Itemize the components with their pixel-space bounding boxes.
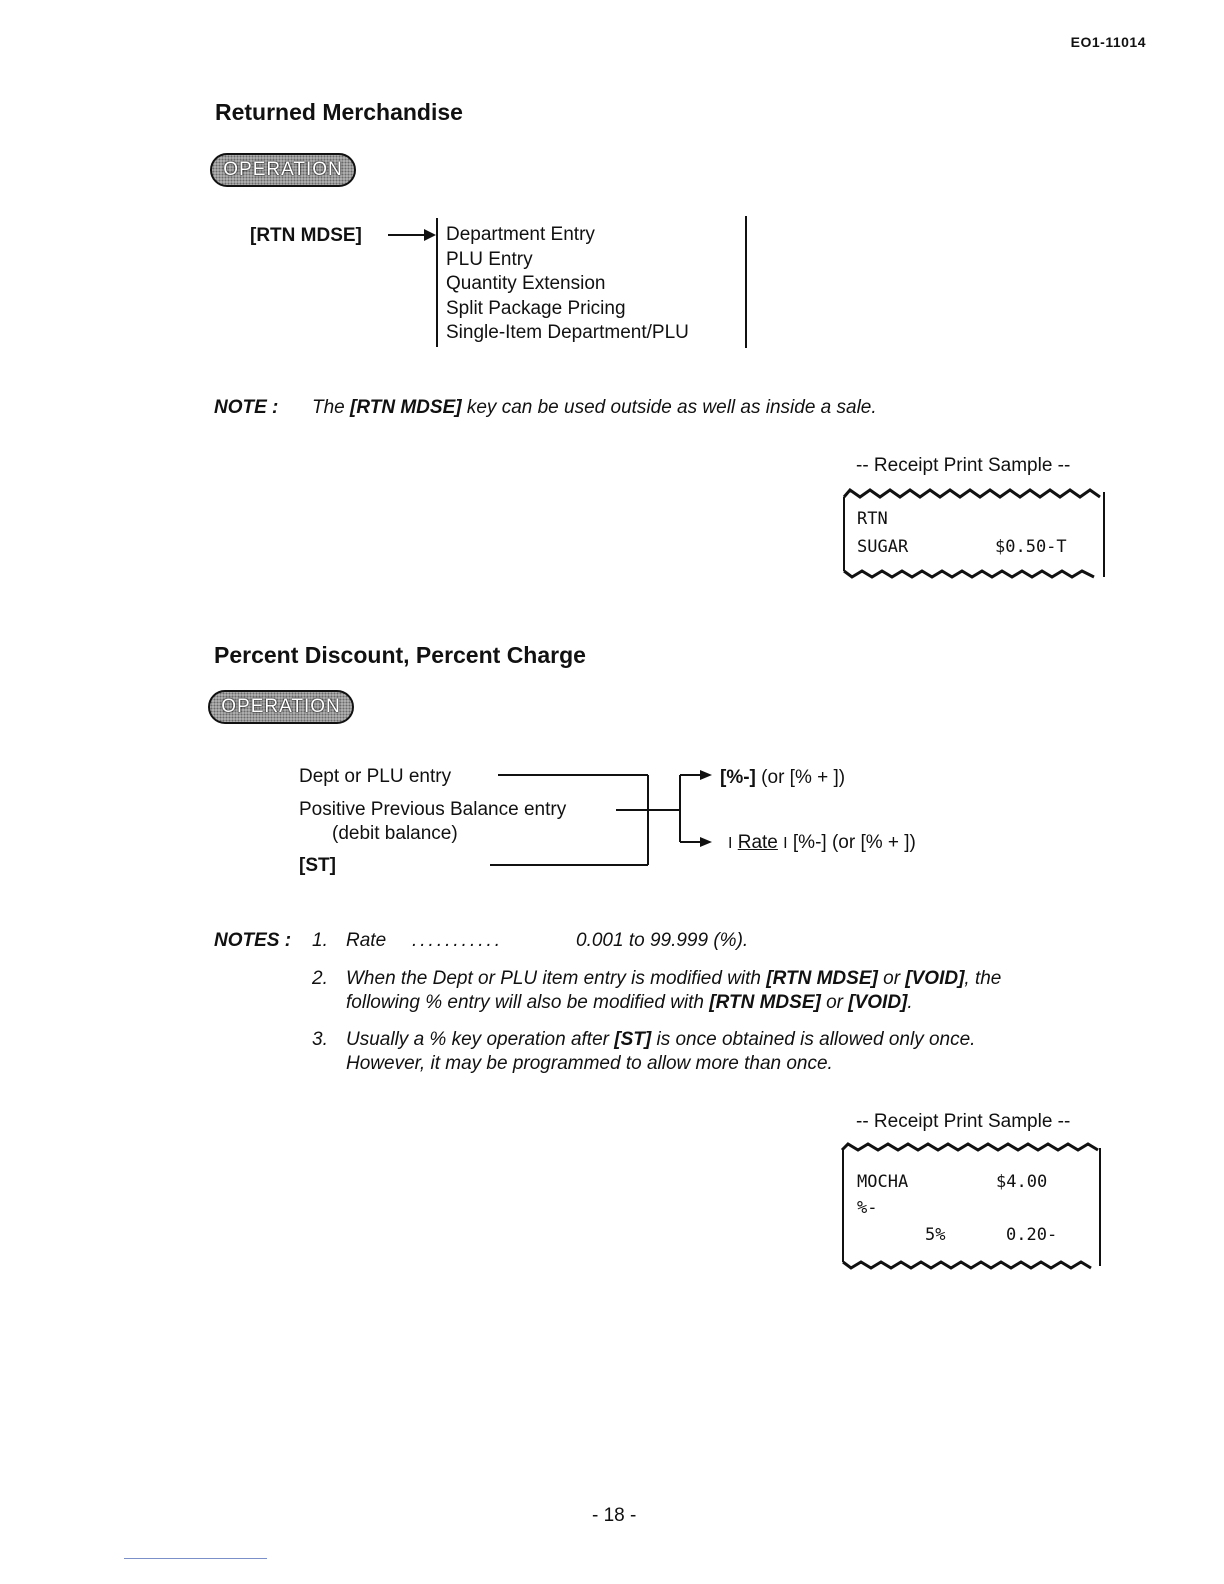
flow-input-dept-plu: Dept or PLU entry: [299, 766, 452, 787]
list-item: Department Entry: [446, 224, 595, 245]
out1-keys: [%-]: [720, 767, 756, 788]
text-run: When the Dept or PLU item entry is modified with: [346, 968, 767, 989]
notes-label-text: NOTES :: [214, 930, 292, 951]
receipt-paper: [838, 1140, 1110, 1275]
key-run: [ST]: [614, 1029, 652, 1050]
note-text: [312, 397, 877, 419]
rate-bar-left: I: [728, 835, 733, 852]
note-key: [RTN MDSE]: [350, 397, 462, 418]
rtn-mdse-key: [RTN MDSE]: [250, 225, 362, 246]
key-run: [RTN MDSE]: [766, 968, 878, 989]
text-run: following % entry will also be modified with: [346, 992, 710, 1013]
notes-label: [214, 930, 291, 952]
receipt-item-name: MOCHA: [857, 1172, 909, 1192]
rate-bar-right: I: [783, 835, 788, 852]
note-label: [214, 397, 278, 419]
out2-alt: (or [% + ]): [831, 832, 916, 853]
key-run: [VOID]: [848, 992, 908, 1013]
note-2-line1: [346, 968, 1001, 990]
note-3-line2: However, it may be programmed to allow more than once.: [346, 1053, 833, 1074]
receipt-line-rtn: RTN: [857, 509, 888, 529]
note-label-text: NOTE :: [214, 397, 279, 418]
note-1-value: 0.001 to 99.999 (%).: [576, 930, 749, 951]
note-post: key can be used outside as well as inside a sale.: [461, 397, 877, 418]
text-run: .: [907, 992, 913, 1013]
operation-badge: OPERATION: [210, 153, 356, 187]
section-title-percent-discount: Percent Discount, Percent Charge: [214, 642, 586, 668]
receipt-item-name: SUGAR: [857, 537, 909, 557]
section-title-returned-merchandise: Returned Merchandise: [215, 99, 463, 125]
flow-output-2: [728, 832, 916, 854]
receipt-title: -- Receipt Print Sample --: [856, 1111, 1071, 1132]
note-1-dots: ...........: [412, 930, 504, 951]
text-run: , the: [964, 968, 1002, 989]
entries-right-bracket: [745, 216, 747, 348]
entry-list: [446, 223, 689, 346]
key-run: [VOID]: [905, 968, 965, 989]
footer-rule: [124, 1558, 267, 1559]
receipt-paper: [840, 485, 1110, 585]
list-item: Quantity Extension: [446, 273, 606, 295]
receipt-item-amount: $4.00: [996, 1172, 1048, 1192]
note-1-num: 1.: [312, 930, 328, 951]
list-item: PLU Entry: [446, 248, 533, 270]
text-run: is once obtained is allowed only once.: [651, 1029, 976, 1050]
receipt-item-amount: $0.50-T: [995, 537, 1067, 557]
flow-input-balance: Positive Previous Balance entry: [299, 799, 567, 820]
page-number: - 18 -: [592, 1505, 637, 1526]
flow-connector: [490, 760, 733, 880]
document-id: EO1-11014: [1070, 34, 1146, 50]
operation-badge: OPERATION: [208, 690, 354, 724]
out2-keys: [%-]: [792, 832, 827, 853]
text-run: or: [877, 968, 906, 989]
flow-output-1: [720, 767, 845, 789]
list-item: Single-Item Department/PLU: [446, 322, 689, 344]
flow-input-balance-note: (debit balance): [332, 823, 458, 844]
note-3-num: 3.: [312, 1029, 328, 1050]
note-3-line1: [346, 1029, 975, 1051]
flow-input-st: [ST]: [299, 855, 336, 876]
text-run: Usually a % key operation after: [346, 1029, 615, 1050]
receipt-title: -- Receipt Print Sample --: [856, 455, 1071, 476]
receipt-rate: 5%: [925, 1225, 946, 1245]
text-run: or: [820, 992, 849, 1013]
out1-alt: (or [% + ]): [761, 767, 846, 788]
note-1-label: Rate: [346, 930, 387, 951]
receipt-percent-label: %-: [857, 1198, 878, 1218]
receipt-discount-amount: 0.20-: [1006, 1225, 1058, 1245]
list-item: Split Package Pricing: [446, 297, 626, 319]
entries-left-bracket: [436, 218, 438, 347]
note-pre: The: [312, 397, 351, 418]
arrow-right-icon: [386, 224, 442, 246]
out2-rate: Rate: [737, 832, 778, 853]
note-2-num: 2.: [312, 968, 328, 989]
note-2-line2: [346, 992, 913, 1014]
key-run: [RTN MDSE]: [709, 992, 821, 1013]
